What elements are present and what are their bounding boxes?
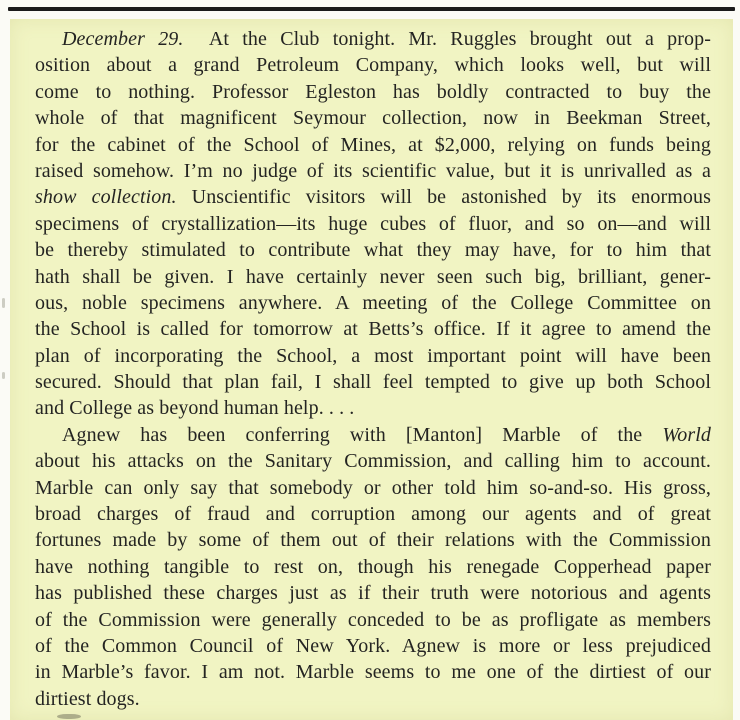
scan-edge-rule xyxy=(8,7,735,11)
text-segment: Marble can only say that somebody or other told him so-and-so. His gross, xyxy=(35,476,711,499)
text-segment: hath shall be given. I have certainly never seen such big, brilliant, gener- xyxy=(35,265,711,288)
text-line xyxy=(35,184,711,210)
italic-text-segment: December 29. xyxy=(62,28,184,50)
text-segment: plan of incorporating the School, a most important point will have been xyxy=(35,344,711,367)
text-line xyxy=(35,580,711,606)
text-segment: the School is called for tomorrow at Betts’s office. If it agree to amend the xyxy=(35,318,711,341)
text-column xyxy=(35,26,711,712)
text-segment: about his attacks on the Sanitary Commission, and calling him to account. xyxy=(35,450,711,473)
text-segment: be thereby stimulated to contribute what they may have, for to him that xyxy=(35,239,711,262)
text-segment: come to nothing. Professor Egleston has boldly contracted to buy the xyxy=(35,80,711,103)
text-line xyxy=(35,422,711,448)
text-line xyxy=(35,316,711,342)
text-line xyxy=(35,527,711,553)
scan-margin-artifact xyxy=(2,298,5,308)
text-segment: has published these charges just as if their truth were notorious and agents xyxy=(35,582,711,605)
text-segment: raised somehow. I’m no judge of its scientific value, but it is unrivalled as a xyxy=(35,159,711,182)
text-segment: of the Commission were generally conceded to be as profligate as members xyxy=(35,608,711,631)
text-segment: have nothing tangible to rest on, though his renegade Copperhead paper xyxy=(35,555,711,578)
text-segment: in Marble’s favor. I am not. Marble seems to me one of the dirtiest of our xyxy=(35,661,711,684)
text-line xyxy=(35,158,711,184)
book-page xyxy=(10,19,733,720)
text-line xyxy=(35,211,711,237)
text-line xyxy=(35,607,711,633)
text-line xyxy=(35,290,711,316)
text-segment: specimens of crystallization—its huge cubes of fluor, and so on—and will xyxy=(35,212,711,235)
text-line xyxy=(35,633,711,659)
scan-artifact-smudge xyxy=(57,714,81,719)
text-line xyxy=(35,264,711,290)
scan-margin-artifact xyxy=(2,372,5,379)
text-segment: secured. Should that plan fail, I shall feel tempted to give up both School xyxy=(35,371,711,394)
text-segment: and College as beyond human help. . . . xyxy=(35,397,355,420)
text-line xyxy=(35,52,711,78)
text-segment: for the cabinet of the School of Mines, at $2,000, relying on funds being xyxy=(35,133,711,156)
text-line xyxy=(35,343,711,369)
text-line xyxy=(35,369,711,395)
italic-text-segment: World xyxy=(662,423,711,446)
text-line xyxy=(35,475,711,501)
text-segment: of the Common Council of New York. Agnew is more or less prejudiced xyxy=(35,634,711,657)
text-segment: whole of that magnificent Seymour collection, now in Beekman Street, xyxy=(35,107,711,130)
italic-text-segment: show collection. xyxy=(35,186,177,209)
text-line xyxy=(35,501,711,527)
text-segment: Agnew has been conferring with [Manton] Marble of the xyxy=(62,423,663,446)
text-segment: ous, noble specimens anywhere. A meeting of the College Committee on xyxy=(35,291,711,314)
text-line xyxy=(35,554,711,580)
text-line xyxy=(35,448,711,474)
text-segment: Unscientific visitors will be astonished by its enormous xyxy=(176,186,711,209)
text-segment: broad charges of fraud and corruption among our agents and of great xyxy=(35,503,711,526)
text-line xyxy=(35,26,711,52)
text-line xyxy=(35,659,711,685)
text-segment: fortunes made by some of them out of their relations with the Commission xyxy=(35,529,711,552)
text-segment: osition about a grand Petroleum Company, which looks well, but will xyxy=(35,54,711,77)
text-line xyxy=(35,686,711,712)
text-line xyxy=(35,132,711,158)
text-segment: dirtiest dogs. xyxy=(35,687,140,710)
text-line xyxy=(35,395,711,421)
text-segment: At the Club tonight. Mr. Ruggles brought out a prop- xyxy=(183,28,711,50)
text-line xyxy=(35,79,711,105)
text-line xyxy=(35,105,711,131)
text-line xyxy=(35,237,711,263)
